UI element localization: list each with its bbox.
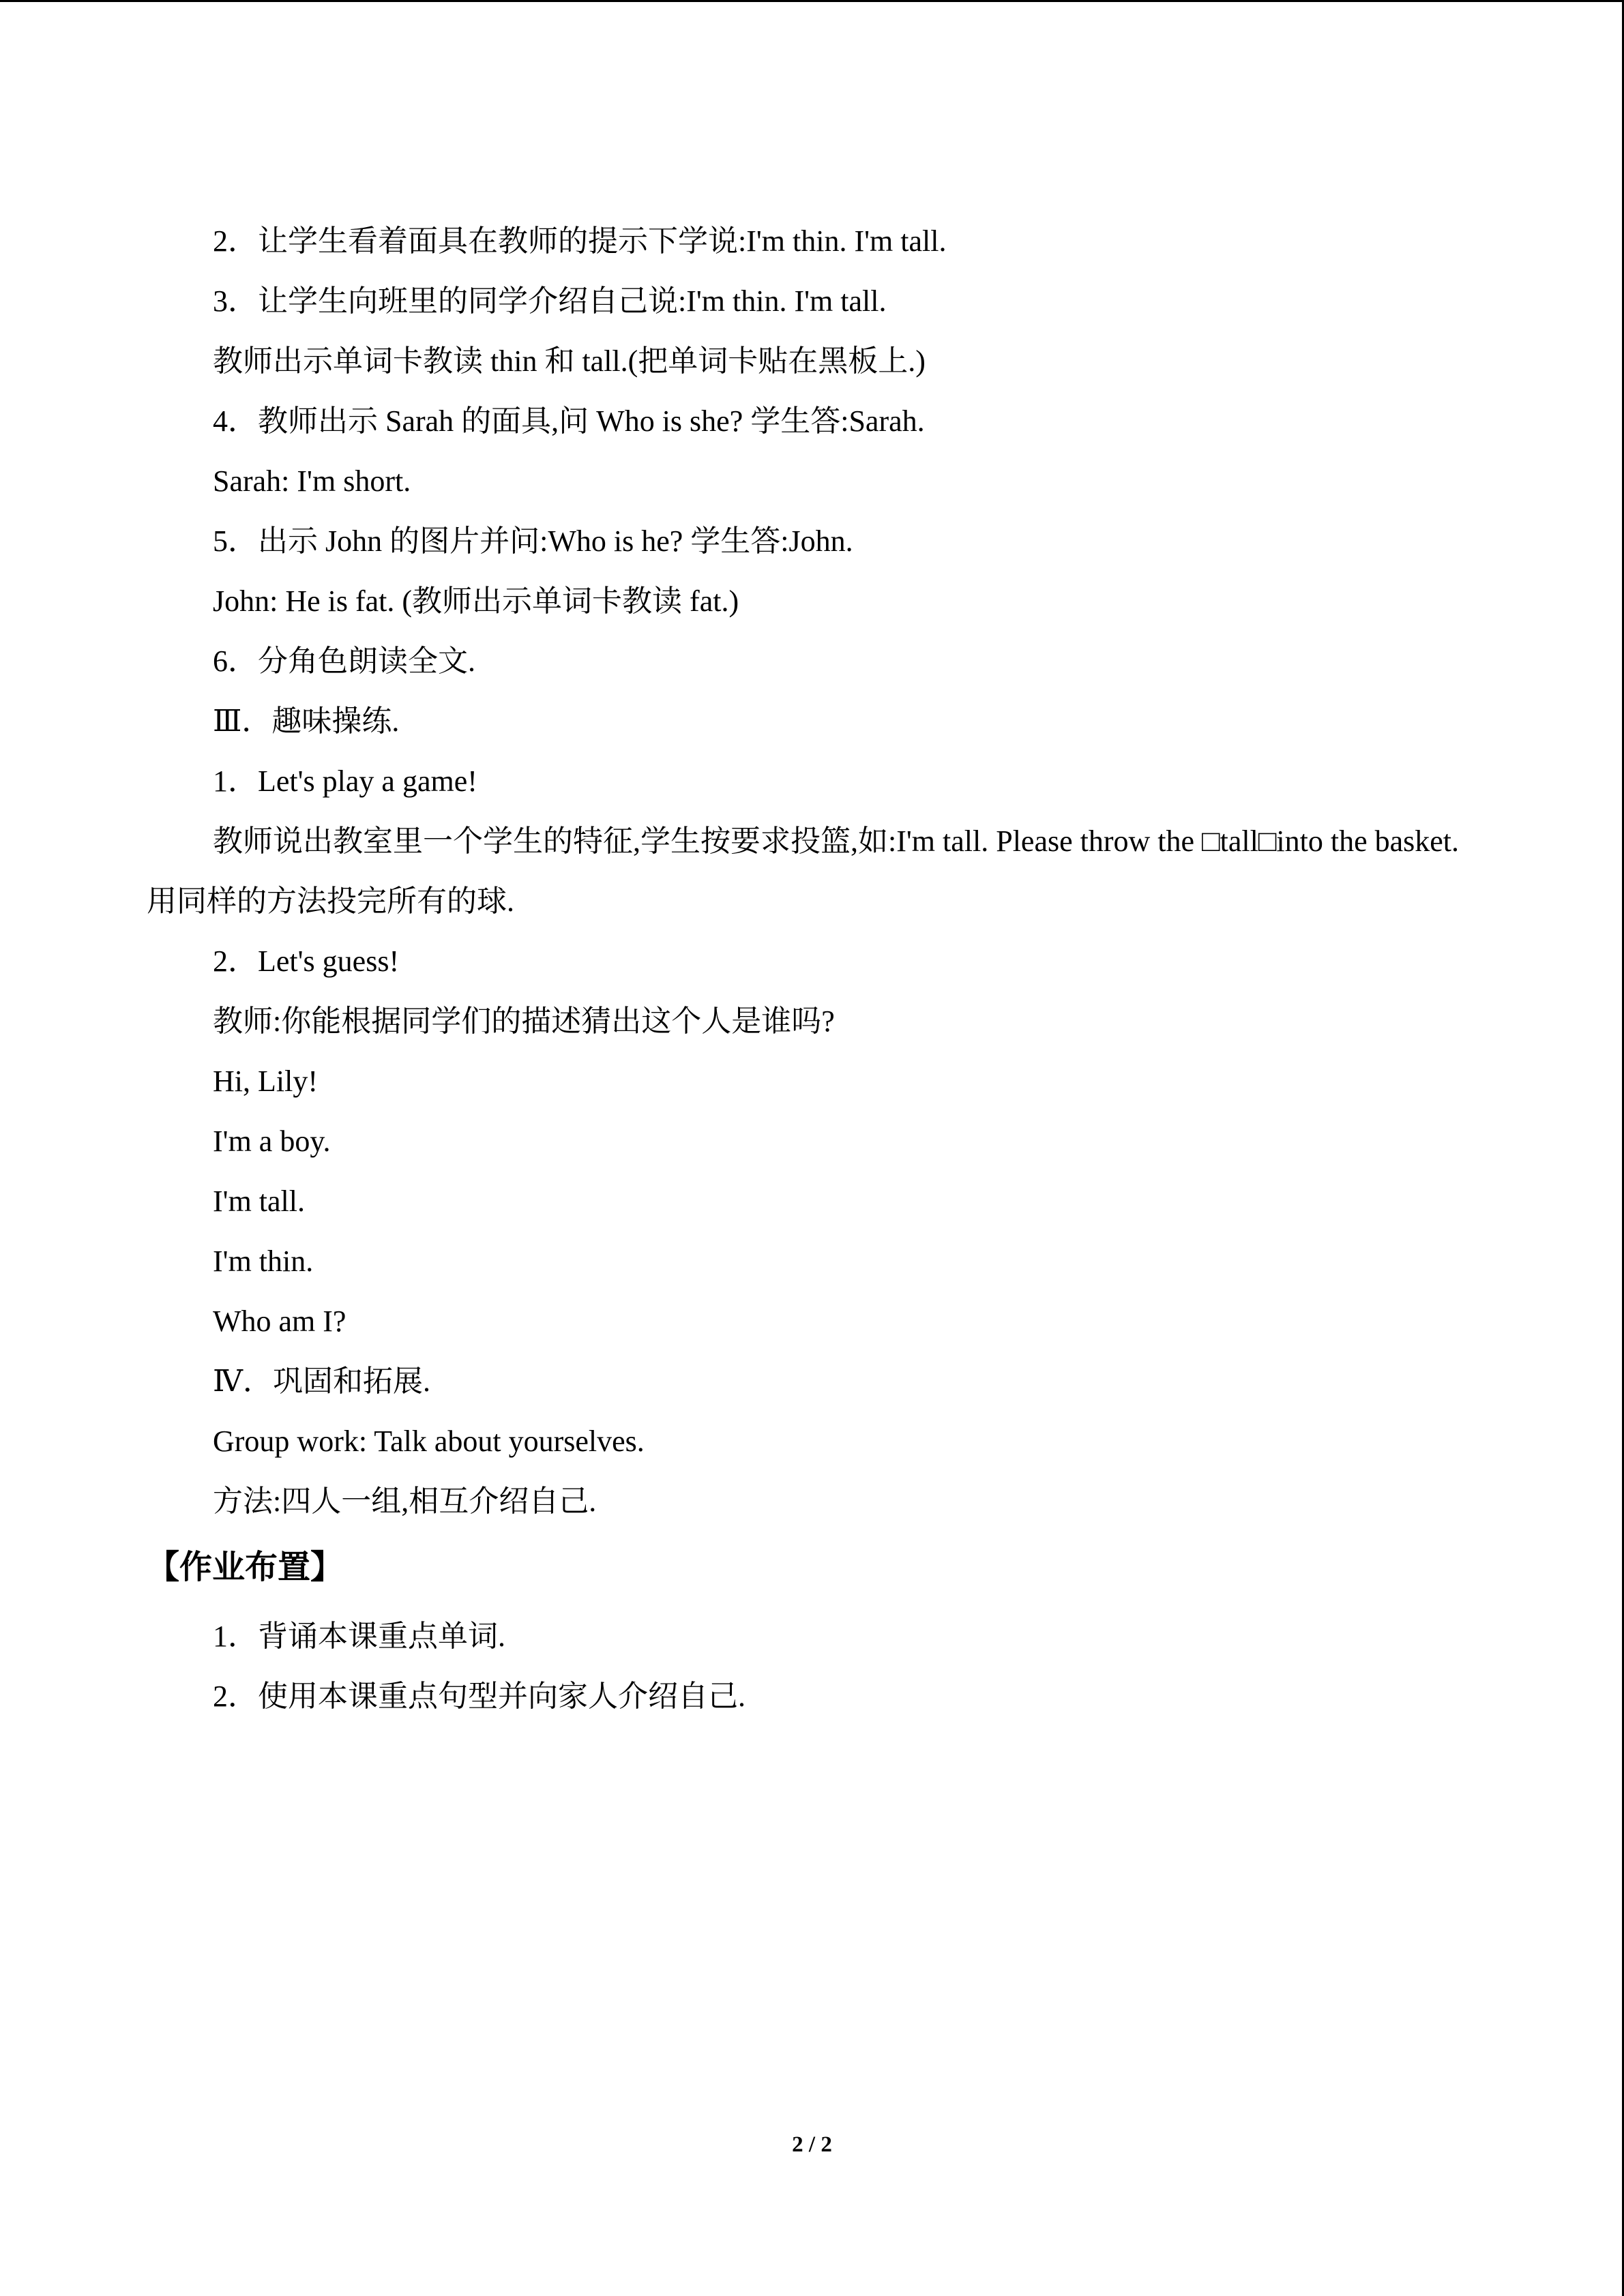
homework-heading: 【作业布置】 bbox=[147, 1548, 344, 1586]
game-instruction-paragraph: 教师说出教室里一个学生的特征,学生按要求投篮,如:I'm tall. Please throw the □tall□into the basket. 用同样的方法投完所有的球. bbox=[147, 824, 1460, 918]
text-line: 5．出示 John 的图片并问:Who is he? 学生答:John. bbox=[213, 524, 853, 558]
text-line: 4．教师出示 Sarah 的面具,问 Who is she? 学生答:Sarah. bbox=[213, 404, 925, 438]
text-line: 2．Let's guess! bbox=[213, 944, 400, 978]
text-line: 2．让学生看着面具在教师的提示下学说:I'm thin. I'm tall. bbox=[213, 224, 947, 258]
dialogue-line: I'm a boy. bbox=[213, 1124, 331, 1158]
text-line: Sarah: I'm short. bbox=[213, 464, 411, 498]
dialogue-line: I'm tall. bbox=[213, 1184, 306, 1218]
dialogue-line: Hi, Lily! bbox=[213, 1064, 318, 1098]
dialogue-line: I'm thin. bbox=[213, 1244, 314, 1278]
section-heading-iii: Ⅲ．趣味操练. bbox=[213, 704, 400, 738]
text-line: 3．让学生向班里的同学介绍自己说:I'm thin. I'm tall. bbox=[213, 284, 887, 318]
text-line: 方法:四人一组,相互介绍自己. bbox=[213, 1485, 597, 1518]
section-heading-iv: Ⅳ．巩固和拓展. bbox=[213, 1365, 430, 1398]
text-line: 教师:你能根据同学们的描述猜出这个人是谁吗? bbox=[213, 1004, 835, 1038]
text-line: 6．分角色朗读全文. bbox=[213, 644, 475, 678]
text-line: Group work: Talk about yourselves. bbox=[213, 1425, 645, 1458]
page-top-border bbox=[0, 0, 1624, 2]
homework-item: 2．使用本课重点句型并向家人介绍自己. bbox=[213, 1680, 745, 1713]
text-line: 1．Let's play a game! bbox=[213, 764, 477, 798]
dialogue-line: Who am I? bbox=[213, 1304, 346, 1338]
page-number: 2 / 2 bbox=[792, 2132, 832, 2157]
text-line: 教师出示单词卡教读 thin 和 tall.(把单词卡贴在黑板上.) bbox=[213, 344, 926, 378]
homework-item: 1．背诵本课重点单词. bbox=[213, 1620, 505, 1653]
document-body bbox=[147, 211, 1483, 1727]
text-line: John: He is fat. (教师出示单词卡教读 fat.) bbox=[213, 584, 739, 618]
